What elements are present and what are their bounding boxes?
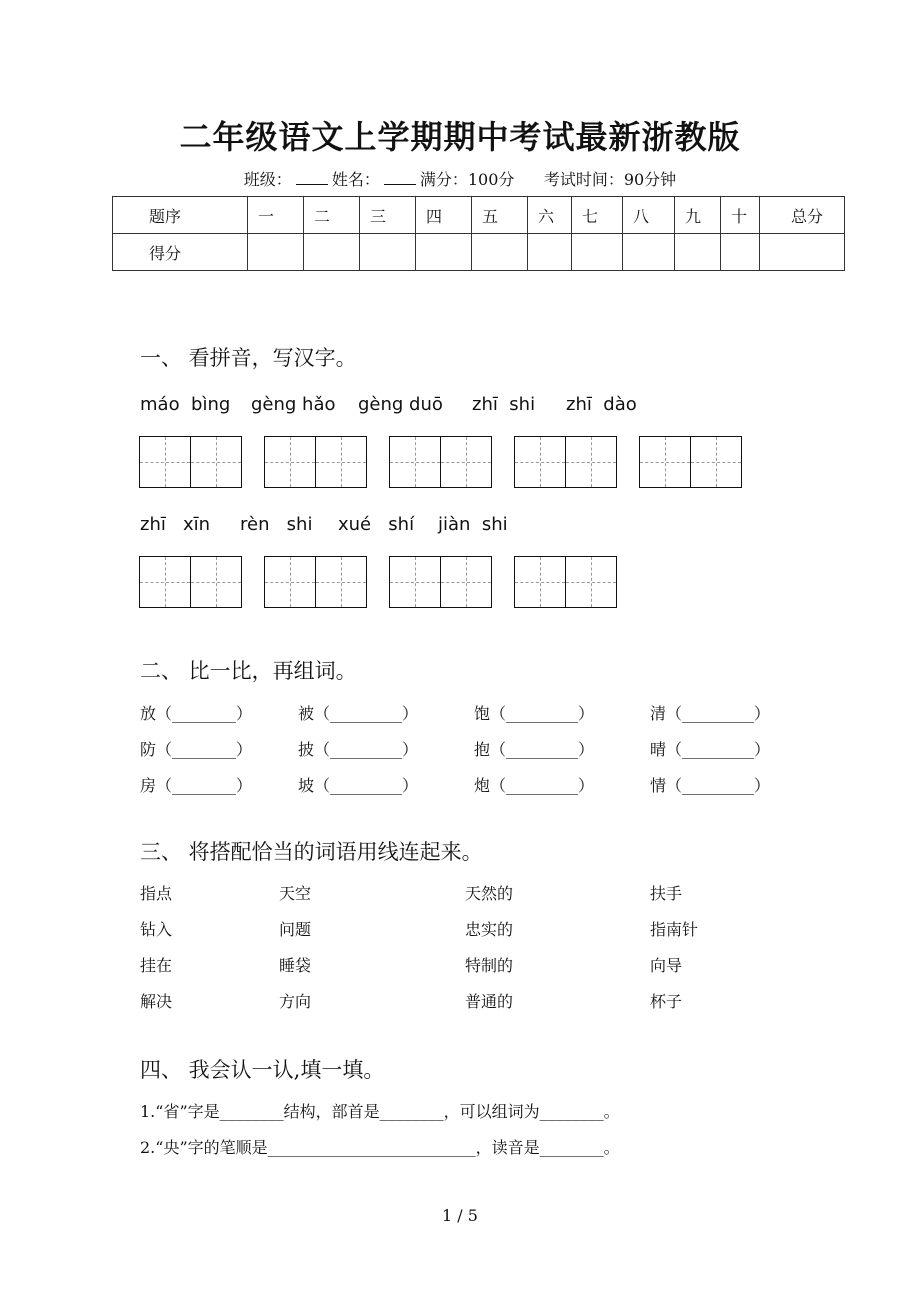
header-cell: 九 xyxy=(675,197,721,234)
writing-grid[interactable] xyxy=(264,436,367,488)
compare-item[interactable]: 饱（_________） xyxy=(474,704,595,723)
page-title: 二年级语文上学期期中考试最新浙教版 xyxy=(179,118,741,156)
match-word[interactable]: 天空 xyxy=(279,884,312,903)
name-blank[interactable] xyxy=(384,170,416,185)
match-word[interactable]: 方向 xyxy=(279,992,312,1011)
writing-grid[interactable] xyxy=(639,436,742,488)
match-word[interactable]: 问题 xyxy=(279,920,312,939)
match-word[interactable]: 睡袋 xyxy=(279,956,312,975)
match-word[interactable]: 挂在 xyxy=(140,956,173,975)
class-label: 班级： xyxy=(243,170,292,189)
section-2-heading: 二、 比一比，再组词。 xyxy=(140,659,357,683)
compare-item[interactable]: 清（_________） xyxy=(650,704,771,723)
writing-grid[interactable] xyxy=(389,556,492,608)
score-cell[interactable] xyxy=(760,234,845,271)
score-cell[interactable] xyxy=(304,234,360,271)
section-4-heading: 四、 我会认一认,填一填。 xyxy=(140,1058,385,1082)
writing-grid[interactable] xyxy=(264,556,367,608)
header-cell: 七 xyxy=(572,197,623,234)
compare-item[interactable]: 放（________） xyxy=(140,704,253,723)
score-cell[interactable] xyxy=(528,234,572,271)
compare-item[interactable]: 披（_________） xyxy=(298,740,419,759)
page-number: 1 / 5 xyxy=(442,1206,478,1225)
compare-item[interactable]: 防（________） xyxy=(140,740,253,759)
compare-item[interactable]: 抱（_________） xyxy=(474,740,595,759)
match-word[interactable]: 指南针 xyxy=(650,920,699,939)
score-cell[interactable] xyxy=(472,234,528,271)
score-label: 得分 xyxy=(113,234,248,271)
match-word[interactable]: 特制的 xyxy=(465,956,514,975)
score-cell[interactable] xyxy=(721,234,760,271)
header-cell: 二 xyxy=(304,197,360,234)
header-cell: 题序 xyxy=(113,197,248,234)
fill-question-2[interactable]: 2.“央”字的笔顺是__________________________，读音是________。 xyxy=(140,1138,620,1157)
pinyin: zhī xīn xyxy=(140,514,211,535)
exam-info xyxy=(0,167,920,190)
score-header-row xyxy=(113,197,845,234)
writing-grid[interactable] xyxy=(514,436,617,488)
compare-item[interactable]: 坡（_________） xyxy=(298,776,419,795)
score-cell[interactable] xyxy=(623,234,675,271)
pinyin: gèng hǎo xyxy=(251,394,336,415)
header-cell: 八 xyxy=(623,197,675,234)
class-blank[interactable] xyxy=(296,170,328,185)
pinyin: zhī shi xyxy=(472,394,536,415)
header-cell: 十 xyxy=(721,197,760,234)
compare-item[interactable]: 炮（_________） xyxy=(474,776,595,795)
pinyin: jiàn shi xyxy=(438,514,508,535)
pinyin: máo bìng xyxy=(140,394,231,415)
match-word[interactable]: 杯子 xyxy=(650,992,683,1011)
match-word[interactable]: 向导 xyxy=(650,956,683,975)
header-cell: 四 xyxy=(416,197,472,234)
pinyin: zhī dào xyxy=(566,394,637,415)
score-cell[interactable] xyxy=(248,234,304,271)
writing-grid[interactable] xyxy=(139,556,242,608)
header-cell: 五 xyxy=(472,197,528,234)
score-cell[interactable] xyxy=(675,234,721,271)
score-table xyxy=(112,196,845,271)
pinyin: xué shí xyxy=(338,514,415,535)
score-cell[interactable] xyxy=(360,234,416,271)
exam-time: 考试时间：90分钟 xyxy=(543,170,677,189)
header-cell: 三 xyxy=(360,197,416,234)
pinyin: gèng duō xyxy=(358,394,443,415)
header-cell: 六 xyxy=(528,197,572,234)
compare-item[interactable]: 被（_________） xyxy=(298,704,419,723)
score-row xyxy=(113,234,845,271)
writing-grid[interactable] xyxy=(514,556,617,608)
match-word[interactable]: 忠实的 xyxy=(465,920,514,939)
compare-item[interactable]: 情（_________） xyxy=(650,776,771,795)
header-cell: 一 xyxy=(248,197,304,234)
writing-grid[interactable] xyxy=(389,436,492,488)
header-cell: 总分 xyxy=(760,197,845,234)
score-cell[interactable] xyxy=(416,234,472,271)
match-word[interactable]: 指点 xyxy=(140,884,173,903)
match-word[interactable]: 钻入 xyxy=(140,920,173,939)
match-word[interactable]: 解决 xyxy=(140,992,173,1011)
writing-grid[interactable] xyxy=(139,436,242,488)
match-word[interactable]: 扶手 xyxy=(650,884,683,903)
pinyin: rèn shi xyxy=(240,514,313,535)
fill-question-1[interactable]: 1.“省”字是________结构，部首是________，可以组词为________。 xyxy=(140,1102,620,1121)
full-score: 满分：100分 xyxy=(419,170,515,189)
match-word[interactable]: 普通的 xyxy=(465,992,514,1011)
section-1-heading: 一、 看拼音，写汉字。 xyxy=(140,346,357,370)
compare-item[interactable]: 房（________） xyxy=(140,776,253,795)
name-label: 姓名： xyxy=(331,170,380,189)
compare-item[interactable]: 晴（_________） xyxy=(650,740,771,759)
section-3-heading: 三、 将搭配恰当的词语用线连起来。 xyxy=(140,840,483,864)
match-word[interactable]: 天然的 xyxy=(465,884,514,903)
score-cell[interactable] xyxy=(572,234,623,271)
